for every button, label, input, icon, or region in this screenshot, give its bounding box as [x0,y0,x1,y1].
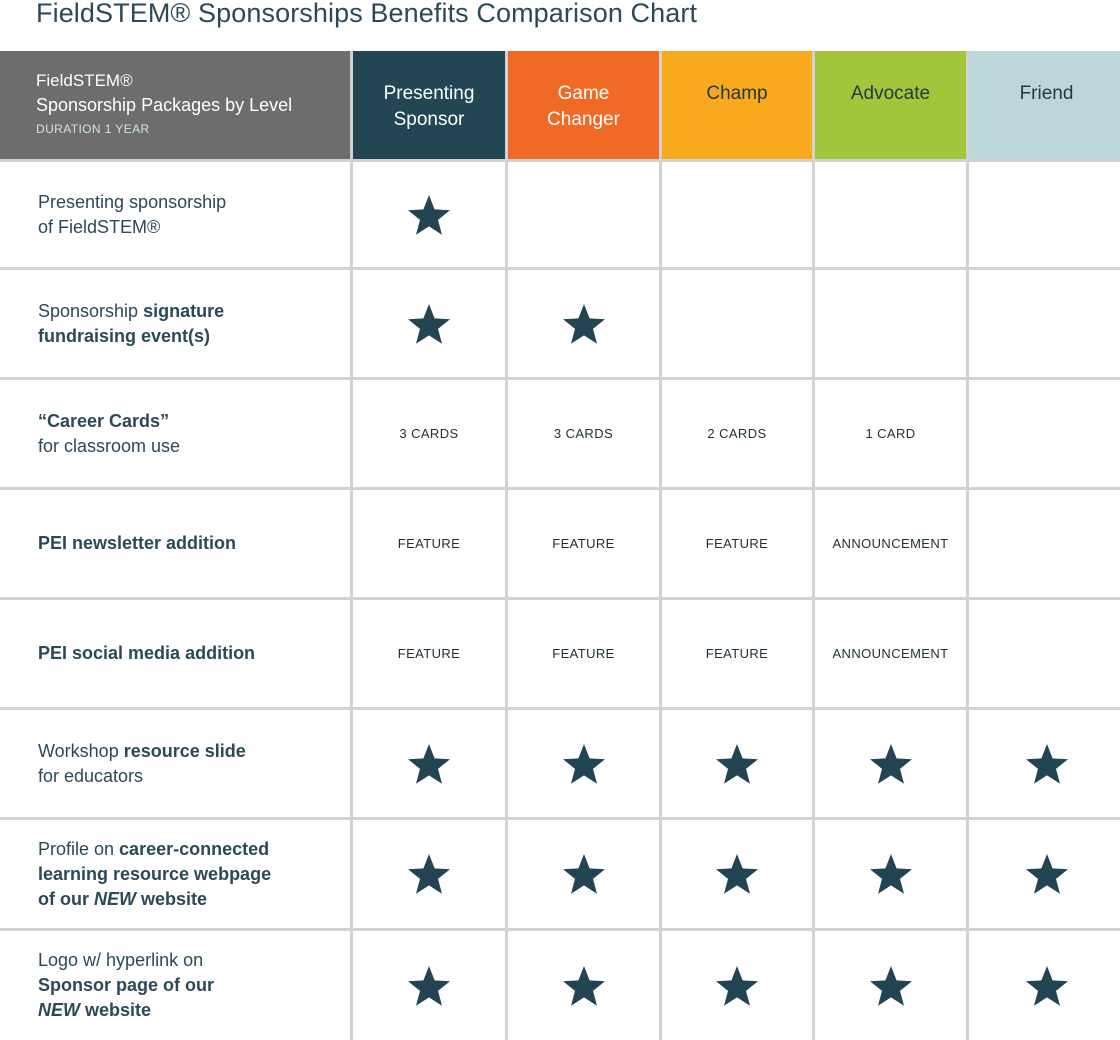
level-header-friend: Friend [969,51,1120,159]
value-cell-advocate [815,490,966,597]
value-cell-friend [969,710,1120,817]
benefit-line [38,948,214,973]
header-line-1: FieldSTEM® [36,71,133,90]
benefit-line [38,190,226,215]
benefit-line [38,862,271,887]
benefit-line [38,434,180,459]
benefit-text: for classroom use [38,435,181,456]
value-cell-presenting-sponsor [353,490,505,597]
star-icon [1024,741,1070,787]
value-cell-advocate [815,162,966,267]
value-cell-presenting-sponsor [353,931,505,1040]
header-line-2: Sponsorship Packages by Level [36,95,293,115]
benefit-text: of FieldSTEM® [38,216,161,237]
value-cell-game-changer [508,490,659,597]
star-icon [868,851,914,897]
star-icon [714,851,760,897]
benefit-text: of our [38,888,94,909]
benefit-line [38,887,271,912]
benefit-text: Sponsorship [38,300,144,321]
star-icon [714,741,760,787]
value-cell-advocate [815,270,966,377]
value-text: 1 CARD [865,426,916,441]
value-text: ANNOUNCEMENT [832,536,949,551]
value-cell-presenting-sponsor [353,270,505,377]
value-cell-advocate [815,710,966,817]
benefit-text: website [80,1000,152,1020]
benefit-line [38,299,224,324]
value-cell-game-changer [508,600,659,707]
star-icon [406,851,452,897]
star-icon [561,963,607,1009]
value-text: ANNOUNCEMENT [832,646,949,661]
benefit-text: Sponsor page of our [38,975,215,995]
benefit-label [0,820,350,928]
benefit-line [38,739,246,764]
value-text: FEATURE [397,646,461,661]
benefit-text: signature [143,300,225,321]
benefit-line [38,998,214,1023]
star-icon [868,963,914,1009]
value-cell-champ [662,490,812,597]
benefit-text: fundraising event(s) [38,325,211,346]
star-icon [1024,963,1070,1009]
level-header-advocate: Advocate [815,51,966,159]
benefit-text: website [136,888,208,909]
benefit-line [38,764,246,789]
star-icon [561,301,607,347]
star-icon [406,301,452,347]
value-cell-friend [969,270,1120,377]
value-cell-presenting-sponsor [353,600,505,707]
benefit-line [38,324,224,349]
value-cell-game-changer [508,710,659,817]
value-cell-champ [662,820,812,928]
value-cell-champ [662,270,812,377]
benefit-label [0,931,350,1040]
value-text: FEATURE [552,536,615,551]
value-cell-presenting-sponsor [353,380,505,487]
value-cell-champ [662,162,812,267]
value-cell-advocate [815,820,966,928]
value-text: FEATURE [552,646,615,661]
value-cell-game-changer [508,820,659,928]
comparison-table [0,51,1120,1040]
page-title: FieldSTEM® Sponsorships Benefits Comparison Chart [36,0,698,28]
value-text: FEATURE [397,536,461,551]
benefit-text: Presenting sponsorship [38,191,227,212]
value-cell-advocate [815,600,966,707]
value-cell-presenting-sponsor [353,710,505,817]
benefit-line [38,215,226,240]
star-icon [406,192,452,238]
value-cell-game-changer [508,270,659,377]
value-text: FEATURE [705,536,769,551]
benefit-label [0,490,350,597]
value-cell-friend [969,380,1120,487]
benefit-label [0,270,350,377]
benefit-text: Logo w/ hyperlink on [38,950,204,970]
value-cell-game-changer [508,931,659,1040]
value-cell-advocate [815,380,966,487]
value-cell-friend [969,820,1120,928]
value-cell-advocate [815,931,966,1040]
benefit-label [0,600,350,707]
value-cell-game-changer [508,380,659,487]
packages-header [0,51,350,159]
benefit-text: NEW [94,888,136,909]
value-text: FEATURE [705,646,769,661]
benefit-text: Profile on [38,838,120,859]
value-cell-champ [662,600,812,707]
benefit-label [0,380,350,487]
value-cell-presenting-sponsor [353,820,505,928]
star-icon [714,963,760,1009]
star-icon [561,741,607,787]
benefit-text: Workshop [38,740,124,761]
star-icon [561,851,607,897]
level-header-champ: Champ [662,51,812,159]
benefit-text: PEI social media addition [38,643,256,663]
value-cell-friend [969,162,1120,267]
star-icon [406,741,452,787]
value-cell-friend [969,931,1120,1040]
value-cell-presenting-sponsor [353,162,505,267]
benefit-label [0,710,350,817]
benefit-line [38,837,271,862]
benefit-line [38,409,180,434]
benefit-text: for educators [38,765,144,786]
value-cell-champ [662,710,812,817]
value-cell-friend [969,600,1120,707]
value-text: 3 CARDS [399,426,459,441]
value-cell-champ [662,931,812,1040]
benefit-text: “Career Cards” [38,410,170,431]
value-text: 3 CARDS [553,426,614,441]
benefit-text: NEW [38,1000,80,1020]
benefit-text: career-connected [119,838,270,859]
level-header-game-changer: Game Changer [508,51,659,159]
value-cell-game-changer [508,162,659,267]
benefit-line [38,973,214,998]
benefit-line [38,531,236,556]
star-icon [1024,851,1070,897]
benefit-line [38,641,255,666]
benefit-label [0,162,350,267]
benefit-text: PEI newsletter addition [38,533,237,553]
value-text: 2 CARDS [707,426,767,441]
value-cell-champ [662,380,812,487]
duration-label: DURATION 1 YEAR [36,122,150,136]
level-header-presenting-sponsor: Presenting Sponsor [353,51,505,159]
benefit-text: learning resource webpage [38,863,272,884]
value-cell-friend [969,490,1120,597]
benefit-text: resource slide [123,740,246,761]
star-icon [868,741,914,787]
star-icon [406,963,452,1009]
